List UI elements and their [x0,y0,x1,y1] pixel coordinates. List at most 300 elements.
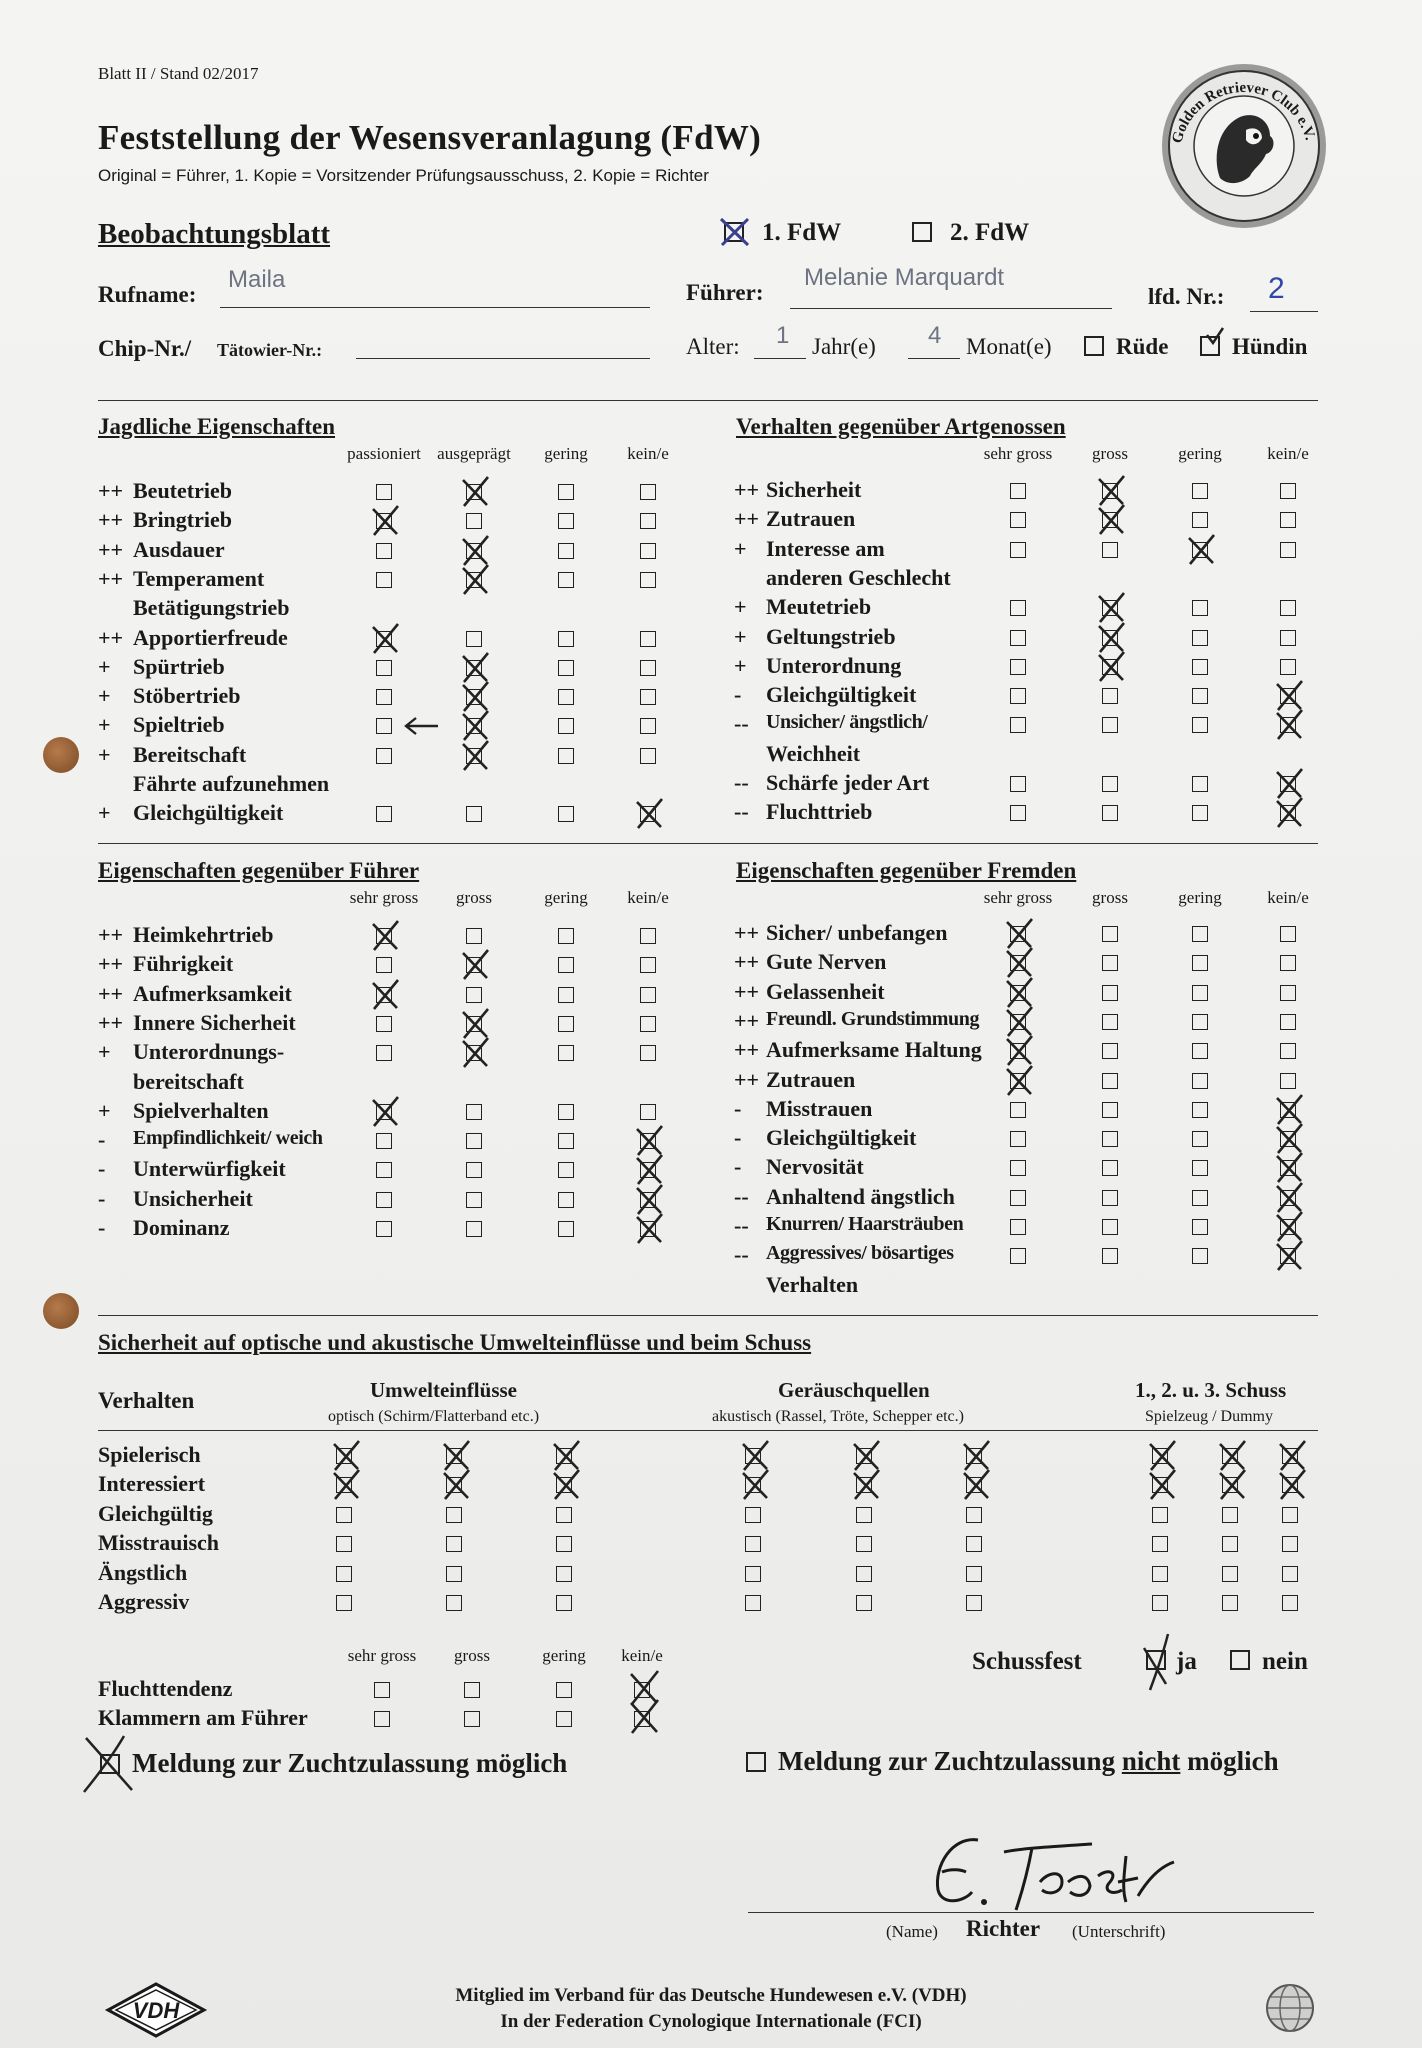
jagd-check-mark [634,798,664,830]
jagd-checkbox[interactable] [376,689,392,705]
fuehrer-row-label: Unterordnungs- [133,1039,285,1065]
jagd-row-prefix: + [98,712,111,738]
artgenossen-row-prefix: + [734,623,747,649]
jagd-checkbox[interactable] [376,572,392,588]
artgenossen-checkbox[interactable] [1010,630,1026,646]
divider-middle [98,843,1318,844]
umwelt-checkbox[interactable] [745,1595,761,1611]
zucht-not-possible-checkbox[interactable] [746,1752,766,1772]
artgenossen-checkbox[interactable] [1192,659,1208,675]
jagd-checkbox[interactable] [466,631,482,647]
divider-lower [98,1315,1318,1316]
artgenossen-row-prefix: + [734,535,747,561]
page-title: Feststellung der Wesensveranlagung (FdW) [98,118,762,157]
fuehrer-checkbox[interactable] [640,1045,656,1061]
fremde-row-label: Misstrauen [766,1095,873,1121]
fremde-checkbox[interactable] [1010,1219,1026,1235]
fremde-row-label: Freundl. Grundstimmung [766,1007,980,1030]
fremde-checkbox[interactable] [1280,1043,1296,1059]
lfd-label: lfd. Nr.: [1148,284,1225,309]
flucht-checkbox[interactable] [556,1682,572,1698]
fuehrer-row-label: Heimkehrtrieb [133,922,274,947]
fremde-checkbox[interactable] [1192,1043,1208,1059]
jagd-row-label: Bereitschaft [133,741,247,767]
jagd-row-label: Gleichgültigkeit [133,800,284,826]
fdw2-checkbox[interactable] [912,222,932,242]
jagd-checkbox[interactable] [558,689,574,705]
fremde-check-mark [1004,977,1034,1009]
fuehrer-row-prefix: ++ [98,980,124,1006]
fremde-checkbox[interactable] [1102,1190,1118,1206]
fremde-checkbox[interactable] [1102,1131,1118,1147]
artgenossen-row-label: Unterordnung [766,652,902,678]
fuehrer-col-header: kein/e [627,888,669,907]
artgenossen-col-header: gross [1092,444,1128,463]
signature-name-label: (Name) [886,1922,938,1941]
artgenossen-row-prefix: -- [734,799,749,825]
fuehrer-checkbox[interactable] [558,1192,574,1208]
zucht-not-suffix: möglich [1180,1746,1279,1776]
fuehrer-check-mark [370,979,400,1011]
fuehrer-checkbox[interactable] [558,957,574,973]
fuehrer-checkbox[interactable] [640,957,656,973]
fuehrer-check-mark [634,1154,664,1186]
fremde-checkbox[interactable] [1010,1248,1026,1264]
umwelt-check-mark [740,1440,770,1472]
fci-logo [1264,1982,1316,2034]
fremde-checkbox[interactable] [1102,1073,1118,1089]
chip-underline [356,358,650,359]
artgenossen-checkbox[interactable] [1010,659,1026,675]
umwelt-checkbox[interactable] [1282,1507,1298,1523]
umwelt-checkbox[interactable] [336,1566,352,1582]
artgenossen-checkbox[interactable] [1280,659,1296,675]
fuehrer-check-mark [370,1096,400,1128]
umwelt-checkbox[interactable] [446,1507,462,1523]
jagd-row-prefix: ++ [98,565,124,591]
fuehrer-checkbox[interactable] [640,1016,656,1032]
umwelt-group2-sub: akustisch (Rassel, Tröte, Schepper etc.) [712,1408,964,1425]
umwelt-checkbox[interactable] [1152,1536,1168,1552]
jagd-check-mark [460,710,490,742]
fremde-row-prefix: -- [734,1242,749,1268]
jagd-row-prefix: + [98,741,111,767]
jagd-checkbox[interactable] [466,806,482,822]
artgenossen-checkbox[interactable] [1280,600,1296,616]
huendin-check-mark [1204,326,1226,346]
jagd-checkbox[interactable] [640,543,656,559]
umwelt-checkbox[interactable] [336,1507,352,1523]
jagd-checkbox[interactable] [640,718,656,734]
umwelt-checkbox[interactable] [336,1595,352,1611]
umwelt-check-mark [740,1469,770,1501]
fuehrer-checkbox[interactable] [640,987,656,1003]
jagd-checkbox[interactable] [558,718,574,734]
fuehrer-checkbox[interactable] [376,1162,392,1178]
artgenossen-checkbox[interactable] [1192,483,1208,499]
umwelt-checkbox[interactable] [966,1507,982,1523]
artgenossen-row-label: Schärfe jeder Art [766,770,930,795]
fuehrer-checkbox[interactable] [376,1045,392,1061]
fremde-checkbox[interactable] [1192,1160,1208,1176]
umwelt-checkbox[interactable] [556,1566,572,1582]
artgenossen-row-label: Sicherheit [766,477,862,502]
fuehrer-checkbox[interactable] [466,1221,482,1237]
artgenossen-checkbox[interactable] [1102,688,1118,704]
umwelt-checkbox[interactable] [1152,1595,1168,1611]
artgenossen-checkbox[interactable] [1280,483,1296,499]
fremde-checkbox[interactable] [1280,985,1296,1001]
artgenossen-row-prefix: + [734,652,747,678]
umwelt-checkbox[interactable] [556,1507,572,1523]
monat-value[interactable]: 4 [928,322,942,349]
jagd-row-prefix: + [98,653,111,679]
jagd-check-mark [460,652,490,684]
umwelt-checkbox[interactable] [1282,1566,1298,1582]
fremde-checkbox[interactable] [1102,926,1118,942]
fremde-checkbox[interactable] [1192,1219,1208,1235]
jagd-checkbox[interactable] [640,748,656,764]
fuehrer-checkbox[interactable] [558,1104,574,1120]
fuehrer-value[interactable]: Melanie Marquardt [804,264,1005,291]
jagd-checkbox[interactable] [640,660,656,676]
umwelt-checkbox[interactable] [966,1595,982,1611]
fremde-checkbox[interactable] [1280,1073,1296,1089]
artgenossen-checkbox[interactable] [1280,630,1296,646]
umwelt-checkbox[interactable] [1152,1507,1168,1523]
umwelt-row-label: Ängstlich [98,1559,188,1585]
jagd-checkbox[interactable] [376,718,392,734]
jagd-row-label: Spieltrieb [133,712,225,738]
umwelt-checkbox[interactable] [1222,1536,1238,1552]
jagd-row-prefix: ++ [98,507,124,533]
umwelt-checkbox[interactable] [856,1536,872,1552]
flucht-col-header: kein/e [621,1646,663,1665]
artgenossen-check-mark [1274,680,1304,712]
fuehrer-row-prefix: + [98,1097,111,1123]
umwelt-row-label: Gleichgültig [98,1500,213,1526]
jagd-checkbox[interactable] [466,513,482,529]
umwelt-check-mark [1277,1440,1307,1472]
verhalten-label: Verhalten [98,1388,195,1413]
umwelt-checkbox[interactable] [1282,1536,1298,1552]
artgenossen-checkbox[interactable] [1010,776,1026,792]
artgenossen-check-mark [1274,797,1304,829]
umwelt-checkbox[interactable] [745,1507,761,1523]
fdw1-label: 1. FdW [762,219,842,246]
umwelt-checkbox[interactable] [556,1536,572,1552]
fuehrer-row-prefix: - [98,1156,106,1182]
fuehrer-checkbox[interactable] [640,928,656,944]
schussfest-label: Schussfest [972,1648,1082,1675]
artgenossen-checkbox[interactable] [1280,512,1296,528]
jagd-checkbox[interactable] [640,484,656,500]
artgenossen-checkbox[interactable] [1192,630,1208,646]
jagd-checkbox[interactable] [640,689,656,705]
artgenossen-row-label: Geltungstrieb [766,623,896,649]
fremde-checkbox[interactable] [1192,1102,1208,1118]
artgenossen-check-mark [1186,534,1216,566]
artgenossen-checkbox[interactable] [1192,688,1208,704]
umwelt-checkbox[interactable] [1152,1566,1168,1582]
fuehrer-checkbox[interactable] [558,1016,574,1032]
jagd-row-prefix: ++ [98,478,124,503]
flucht-checkbox[interactable] [374,1711,390,1727]
jagd-checkbox[interactable] [558,543,574,559]
ruede-checkbox[interactable] [1084,336,1104,356]
fuehrer-checkbox[interactable] [466,928,482,944]
fuehrer-row-label: Dominanz [133,1215,230,1240]
artgenossen-checkbox[interactable] [1102,776,1118,792]
umwelt-checkbox[interactable] [745,1566,761,1582]
artgenossen-row-prefix: - [734,682,742,708]
flucht-checkbox[interactable] [464,1682,480,1698]
jagd-checkbox[interactable] [640,513,656,529]
jahr-underline [754,358,806,359]
flucht-col-header: gering [542,1646,586,1665]
fuehrer-row-label: Innere Sicherheit [133,1009,296,1035]
fremde-checkbox[interactable] [1192,1248,1208,1264]
umwelt-group1-sub: optisch (Schirm/Flatterband etc.) [328,1408,540,1425]
jagd-col-header: kein/e [627,444,669,463]
fremde-row-prefix: ++ [734,1066,760,1092]
zucht-possible-mark [80,1732,140,1796]
umwelt-checkbox[interactable] [856,1507,872,1523]
artgenossen-row-prefix: + [734,594,747,620]
fuehrer-checkbox[interactable] [558,987,574,1003]
fremde-checkbox[interactable] [1280,1014,1296,1030]
fremde-row-prefix: ++ [734,1037,760,1063]
fuehrer-checkbox[interactable] [558,1045,574,1061]
artgenossen-checkbox[interactable] [1010,512,1026,528]
fremde-checkbox[interactable] [1102,1043,1118,1059]
fremde-checkbox[interactable] [1010,1190,1026,1206]
umwelt-checkbox[interactable] [556,1595,572,1611]
artgenossen-checkbox[interactable] [1010,688,1026,704]
fremde-checkbox[interactable] [1280,926,1296,942]
umwelt-checkbox[interactable] [1222,1595,1238,1611]
jagd-row-label: Temperament [133,565,265,591]
jagd-checkbox[interactable] [376,484,392,500]
jagd-row-label: Stöbertrieb [133,683,241,709]
umwelt-checkbox[interactable] [336,1536,352,1552]
fuehrer-checkbox[interactable] [376,1133,392,1149]
fremde-row-prefix: -- [734,1183,749,1209]
fremde-checkbox[interactable] [1192,955,1208,971]
jagd-col-header: gering [544,444,588,463]
flucht-col-header: gross [454,1646,490,1665]
umwelt-check-mark [851,1469,881,1501]
jagd-checkbox[interactable] [640,572,656,588]
jagd-check-mark [460,476,490,508]
jagd-checkbox[interactable] [640,631,656,647]
jagd-checkbox[interactable] [376,748,392,764]
umwelt-checkbox[interactable] [446,1595,462,1611]
artgenossen-check-mark [1096,592,1126,624]
umwelt-check-mark [331,1469,361,1501]
ruede-label: Rüde [1116,334,1169,359]
fremde-checkbox[interactable] [1280,955,1296,971]
umwelt-check-mark [441,1440,471,1472]
divider-header [98,400,1318,401]
artgenossen-checkbox[interactable] [1010,542,1026,558]
jagd-row-prefix: + [98,800,111,826]
jagd-checkbox[interactable] [558,631,574,647]
fuehrer-checkbox[interactable] [376,957,392,973]
flucht-checkbox[interactable] [464,1711,480,1727]
vdh-logo-text: VDH [132,1998,180,2023]
fuehrer-checkbox[interactable] [466,1133,482,1149]
jagd-checkbox[interactable] [558,513,574,529]
artgenossen-checkbox[interactable] [1010,805,1026,821]
artgenossen-row-label: Zutrauen [766,506,856,532]
fremde-check-mark [1274,1094,1304,1126]
umwelt-checkbox[interactable] [446,1566,462,1582]
umwelt-check-mark [1277,1469,1307,1501]
fuehrer-checkbox[interactable] [558,1162,574,1178]
artgenossen-check-mark [1096,504,1126,536]
umwelt-header-rule [98,1430,1318,1431]
fuehrer-checkbox[interactable] [466,987,482,1003]
footer-line1: Mitglied im Verband für das Deutsche Hundewesen e.V. (VDH) [455,1985,967,2006]
golden-retriever-club-logo [1158,60,1330,232]
umwelt-checkbox[interactable] [966,1536,982,1552]
umwelt-checkbox[interactable] [1222,1507,1238,1523]
signature-richter-label: Richter [966,1916,1041,1941]
fremde-checkbox[interactable] [1102,1248,1118,1264]
umwelt-checkbox[interactable] [856,1595,872,1611]
umwelt-checkbox[interactable] [745,1536,761,1552]
fremde-checkbox[interactable] [1102,1102,1118,1118]
lfd-value[interactable]: 2 [1268,272,1285,305]
fremde-checkbox[interactable] [1102,1160,1118,1176]
fuehrer-checkbox[interactable] [558,1133,574,1149]
umwelt-checkbox[interactable] [856,1566,872,1582]
fremde-checkbox[interactable] [1102,1219,1118,1235]
fremde-checkbox[interactable] [1192,1190,1208,1206]
fremde-row-prefix: ++ [734,949,760,975]
fremde-col-header: gering [1178,888,1222,907]
umwelt-check-mark [851,1440,881,1472]
signature-sig-label: (Unterschrift) [1072,1922,1166,1941]
fremde-row-label: Knurren/ Haarsträuben [766,1213,964,1235]
artgenossen-checkbox[interactable] [1192,600,1208,616]
jagd-check-mark [460,535,490,567]
fuehrer-checkbox[interactable] [640,1104,656,1120]
fremde-row-prefix: - [734,1125,742,1151]
artgenossen-checkbox[interactable] [1010,600,1026,616]
fuehrer-checkbox[interactable] [466,1162,482,1178]
fremde-checkbox[interactable] [1192,1014,1208,1030]
fuehrer-checkbox[interactable] [376,1016,392,1032]
monat-label: Monat(e) [966,334,1052,359]
flucht-checkbox[interactable] [374,1682,390,1698]
fremde-checkbox[interactable] [1192,926,1208,942]
artgenossen-checkbox[interactable] [1102,805,1118,821]
artgenossen-checkbox[interactable] [1102,717,1118,733]
rufname-label: Rufname: [98,282,197,307]
artgenossen-row-label: Unsicher/ ängstlich/ [766,711,928,734]
fremde-col-header: sehr gross [983,888,1053,907]
punch-hole-lower [43,1293,79,1329]
jagd-checkbox[interactable] [558,748,574,764]
fremde-check-mark [1274,1182,1304,1214]
fuehrer-row-prefix: ++ [98,951,124,977]
jagd-checkbox[interactable] [558,572,574,588]
fuehrer-checkbox[interactable] [466,1104,482,1120]
fuehrer-checkbox[interactable] [376,1192,392,1208]
fuehrer-checkbox[interactable] [376,1221,392,1237]
jagd-checkbox[interactable] [376,806,392,822]
fremde-col-header: gross [1092,888,1128,907]
jagd-checkbox[interactable] [376,543,392,559]
fuehrer-row-prefix: ++ [98,922,124,947]
fremde-checkbox[interactable] [1010,1102,1026,1118]
fremde-checkbox[interactable] [1102,1014,1118,1030]
artgenossen-checkbox[interactable] [1192,512,1208,528]
jagd-check-mark [370,505,400,537]
umwelt-checkbox[interactable] [966,1566,982,1582]
umwelt-group1-title: Umwelteinflüsse [370,1378,517,1402]
artgenossen-checkbox[interactable] [1192,805,1208,821]
jagd-check-mark [460,681,490,713]
fremde-checkbox[interactable] [1010,1131,1026,1147]
fuehrer-checkbox[interactable] [466,1192,482,1208]
umwelt-checkbox[interactable] [1222,1566,1238,1582]
fremde-row-label: Aufmerksame Haltung [766,1037,982,1063]
fremde-checkbox[interactable] [1192,1131,1208,1147]
fuehrer-checkbox[interactable] [558,928,574,944]
artgenossen-checkbox[interactable] [1102,542,1118,558]
fremde-row-label: Sicher/ unbefangen [766,920,948,945]
jagd-checkbox[interactable] [376,660,392,676]
jagd-check-mark [370,623,400,655]
artgenossen-checkbox[interactable] [1192,717,1208,733]
umwelt-check-mark [961,1469,991,1501]
artgenossen-checkbox[interactable] [1280,542,1296,558]
artgenossen-checkbox[interactable] [1010,717,1026,733]
chip-label: Chip-Nr./ [98,336,192,361]
fremde-checkbox[interactable] [1192,1073,1208,1089]
fremde-checkbox[interactable] [1102,955,1118,971]
umwelt-checkbox[interactable] [1282,1595,1298,1611]
fremde-checkbox[interactable] [1192,985,1208,1001]
umwelt-checkbox[interactable] [446,1536,462,1552]
jahr-value[interactable]: 1 [776,322,790,349]
jagd-checkbox[interactable] [558,806,574,822]
umwelt-check-mark [551,1469,581,1501]
logo-text: Golden Retriever Club e.V. [1169,79,1318,146]
fremde-checkbox[interactable] [1010,1160,1026,1176]
fremde-row-prefix: ++ [734,978,760,1004]
umwelt-check-mark [1217,1469,1247,1501]
artgenossen-checkbox[interactable] [1010,483,1026,499]
schussfest-nein-checkbox[interactable] [1230,1650,1250,1670]
fremde-checkbox[interactable] [1102,985,1118,1001]
fuehrer-check-mark [634,1125,664,1157]
jagd-checkbox[interactable] [558,484,574,500]
jagd-row-label: Spürtrieb [133,653,225,679]
jagd-check-mark [460,740,490,772]
rufname-value[interactable]: Maila [228,266,286,293]
umwelt-check-mark [331,1440,361,1472]
fuehrer-checkbox[interactable] [558,1221,574,1237]
schussfest-ja-label: ja [1176,1648,1197,1675]
jagd-row-prefix: ++ [98,624,124,650]
flucht-checkbox[interactable] [556,1711,572,1727]
jagd-checkbox[interactable] [558,660,574,676]
artgenossen-checkbox[interactable] [1192,776,1208,792]
